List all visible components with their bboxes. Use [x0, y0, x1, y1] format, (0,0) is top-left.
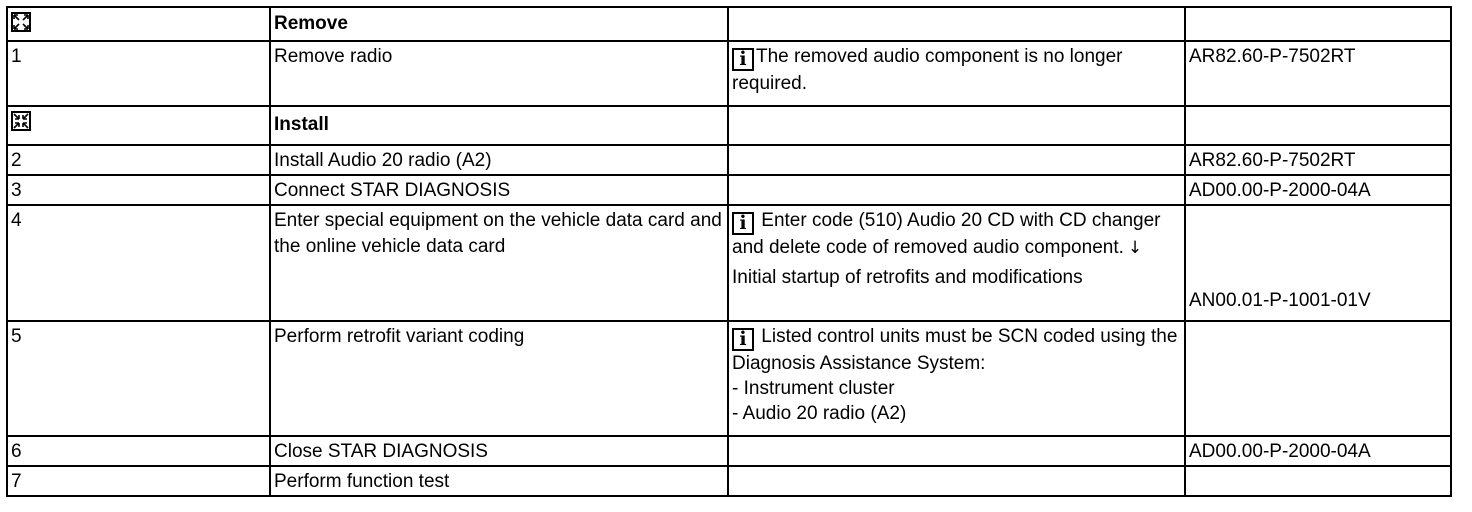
cell-step-number: [7, 436, 270, 466]
step-action: Enter special equipment on the vehicle data card and the online vehicle data card: [274, 210, 722, 257]
cell-step-ref: [1185, 436, 1451, 466]
step-action: Install Audio 20 radio (A2): [274, 150, 492, 171]
document-reference-link[interactable]: AR82.60-P-7502RT: [1189, 150, 1356, 171]
step-note: Listed control units must be SCN coded using the Diagnosis Assistance System:: [732, 326, 1178, 374]
cell-step-number: [7, 175, 270, 205]
cell-step-number: [7, 466, 270, 496]
cell-remove-icon: [7, 7, 270, 41]
sub-note-link[interactable]: Initial startup of retrofits and modifications: [732, 267, 1083, 288]
cell-empty: [1185, 321, 1451, 436]
cell-step-action: [270, 175, 728, 205]
cell-step-ref: [1185, 205, 1451, 321]
table-row-step-4: [7, 205, 1451, 321]
cell-step-action: [270, 41, 728, 106]
step-action: Close STAR DIAGNOSIS: [274, 441, 488, 462]
cell-step-number: [7, 145, 270, 175]
collapse-box-icon: [11, 111, 31, 131]
section-heading-remove: Remove: [274, 13, 348, 34]
step-action: Perform retrofit variant coding: [274, 326, 525, 347]
section-heading-install: Install: [274, 114, 329, 135]
cell-step-action: [270, 436, 728, 466]
cell-step-ref: [1185, 145, 1451, 175]
cell-empty: [1185, 7, 1451, 41]
step-action: Perform function test: [274, 471, 450, 492]
step-number: 2: [11, 150, 22, 171]
expand-box-icon: [11, 12, 31, 32]
document-reference-link[interactable]: AD00.00-P-2000-04A: [1189, 180, 1371, 201]
step-number: 7: [11, 471, 22, 492]
cell-remove-title: [270, 7, 728, 41]
cell-empty: [728, 145, 1185, 175]
cell-step-action: [270, 145, 728, 175]
cell-step-note: [728, 321, 1185, 436]
step-note: Enter code (510) Audio 20 CD with CD changer and delete code of removed audio component.: [732, 210, 1161, 258]
cell-empty: [728, 466, 1185, 496]
arrow-down-icon: ↓: [1127, 238, 1143, 258]
list-item: - Audio 20 radio (A2): [732, 403, 907, 424]
cell-step-action: [270, 205, 728, 321]
table-row-step-6: [7, 436, 1451, 466]
step-number: 6: [11, 441, 22, 462]
table-row-step-3: [7, 175, 1451, 205]
cell-step-ref: [1185, 175, 1451, 205]
document-reference-link[interactable]: AR82.60-P-7502RT: [1189, 46, 1356, 67]
step-number: 5: [11, 326, 22, 347]
cell-empty: [1185, 106, 1451, 145]
cell-step-note: [728, 41, 1185, 106]
table-row-step-1: [7, 41, 1451, 106]
cell-empty: [728, 436, 1185, 466]
cell-step-ref: [1185, 41, 1451, 106]
step-note: The removed audio component is no longer required.: [732, 46, 1123, 94]
info-icon: i: [732, 48, 754, 71]
table-row-install-heading: [7, 106, 1451, 145]
cell-empty: [728, 106, 1185, 145]
document-reference-link[interactable]: AD00.00-P-2000-04A: [1189, 441, 1371, 462]
cell-empty: [1185, 466, 1451, 496]
cell-empty: [728, 175, 1185, 205]
procedure-table: [6, 6, 1452, 497]
step-action: Connect STAR DIAGNOSIS: [274, 180, 511, 201]
table-row-step-7: [7, 466, 1451, 496]
cell-step-action: [270, 466, 728, 496]
cell-step-note: [728, 205, 1185, 321]
cell-install-title: [270, 106, 728, 145]
step-number: 3: [11, 180, 22, 201]
list-item: - Instrument cluster: [732, 378, 895, 399]
document-reference-link[interactable]: AN00.01-P-1001-01V: [1189, 290, 1371, 311]
cell-install-icon: [7, 106, 270, 145]
step-action: Remove radio: [274, 46, 393, 67]
cell-empty: [728, 7, 1185, 41]
info-icon: i: [732, 328, 754, 351]
info-icon: i: [732, 212, 754, 235]
step-number: 4: [11, 210, 22, 231]
table-row-step-2: [7, 145, 1451, 175]
table-row-step-5: [7, 321, 1451, 436]
cell-step-number: [7, 205, 270, 321]
cell-step-number: [7, 41, 270, 106]
cell-step-action: [270, 321, 728, 436]
step-number: 1: [11, 46, 22, 67]
cell-step-number: [7, 321, 270, 436]
table-row-remove-heading: [7, 7, 1451, 41]
